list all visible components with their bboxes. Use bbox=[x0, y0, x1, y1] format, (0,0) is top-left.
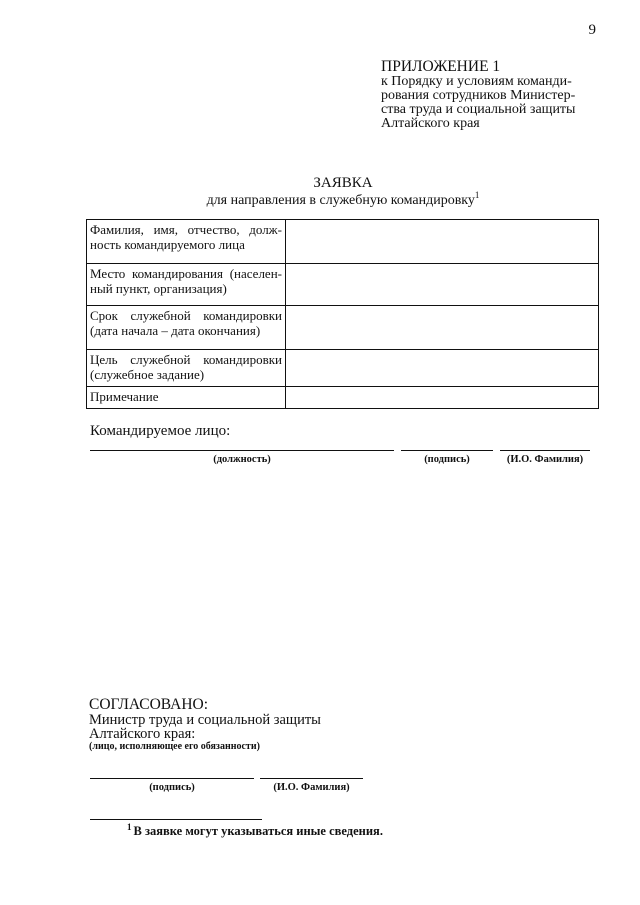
name-caption: (И.О. Фамилия) bbox=[506, 454, 584, 465]
row-label: Фамилия, имя, отчество, долж-ность командируемого лица bbox=[87, 220, 286, 264]
table-row bbox=[87, 306, 599, 350]
table-row bbox=[87, 220, 599, 264]
page-number: 9 bbox=[588, 22, 596, 38]
row-value-field[interactable] bbox=[286, 350, 599, 387]
footnote bbox=[127, 822, 383, 839]
row-label: Место командирования (населен-ный пункт, организация) bbox=[87, 264, 286, 306]
name-signature-line[interactable] bbox=[500, 450, 590, 451]
document-title: ЗАЯВКА bbox=[313, 175, 373, 191]
subtitle-text: для направления в служебную командировку bbox=[206, 193, 475, 208]
traveler-label: Командируемое лицо: bbox=[90, 423, 231, 439]
approval-name-caption: (И.О. Фамилия) bbox=[273, 782, 350, 793]
row-label: Цель служебной командировки (служебное задание) bbox=[87, 350, 286, 387]
approval-heading: СОГЛАСОВАНО: bbox=[89, 696, 209, 713]
position-caption: (должность) bbox=[213, 454, 271, 465]
approval-name-line[interactable] bbox=[260, 778, 363, 779]
footnote-mark: 1 bbox=[127, 822, 132, 832]
footnote-separator bbox=[90, 819, 262, 820]
row-value-field[interactable] bbox=[286, 306, 599, 350]
signature-line[interactable] bbox=[401, 450, 493, 451]
approval-signature-line[interactable] bbox=[90, 778, 254, 779]
approval-line: Алтайского края: bbox=[89, 726, 196, 742]
appendix-line: Алтайского края bbox=[381, 116, 480, 131]
row-value-field[interactable] bbox=[286, 264, 599, 306]
appendix-line: ства труда и социальной защиты bbox=[381, 102, 576, 117]
appendix-line: к Порядку и условиям команди- bbox=[381, 74, 572, 89]
approval-official bbox=[89, 713, 321, 741]
approval-note: (лицо, исполняющее его обязанности) bbox=[89, 741, 260, 752]
appendix-line: рования сотрудников Министер- bbox=[381, 88, 576, 103]
row-label: Срок служебной командировки (дата начала – дата окончания) bbox=[87, 306, 286, 350]
request-form-table bbox=[86, 219, 599, 409]
table-row bbox=[87, 264, 599, 306]
table-row bbox=[87, 387, 599, 409]
approval-signature-caption: (подпись) bbox=[149, 782, 195, 793]
document-subtitle bbox=[0, 190, 640, 209]
row-value-field[interactable] bbox=[286, 387, 599, 409]
position-signature-line[interactable] bbox=[90, 450, 394, 451]
footnote-text: В заявке могут указываться иные сведения. bbox=[133, 824, 383, 838]
footnote-mark: 1 bbox=[474, 190, 480, 200]
appendix-block bbox=[381, 59, 599, 131]
approval-line: Министр труда и социальной защиты bbox=[89, 712, 321, 728]
row-value-field[interactable] bbox=[286, 220, 599, 264]
row-label: Примечание bbox=[87, 387, 286, 409]
signature-caption: (подпись) bbox=[424, 454, 470, 465]
table-row bbox=[87, 350, 599, 387]
appendix-heading: ПРИЛОЖЕНИЕ 1 bbox=[381, 58, 501, 75]
